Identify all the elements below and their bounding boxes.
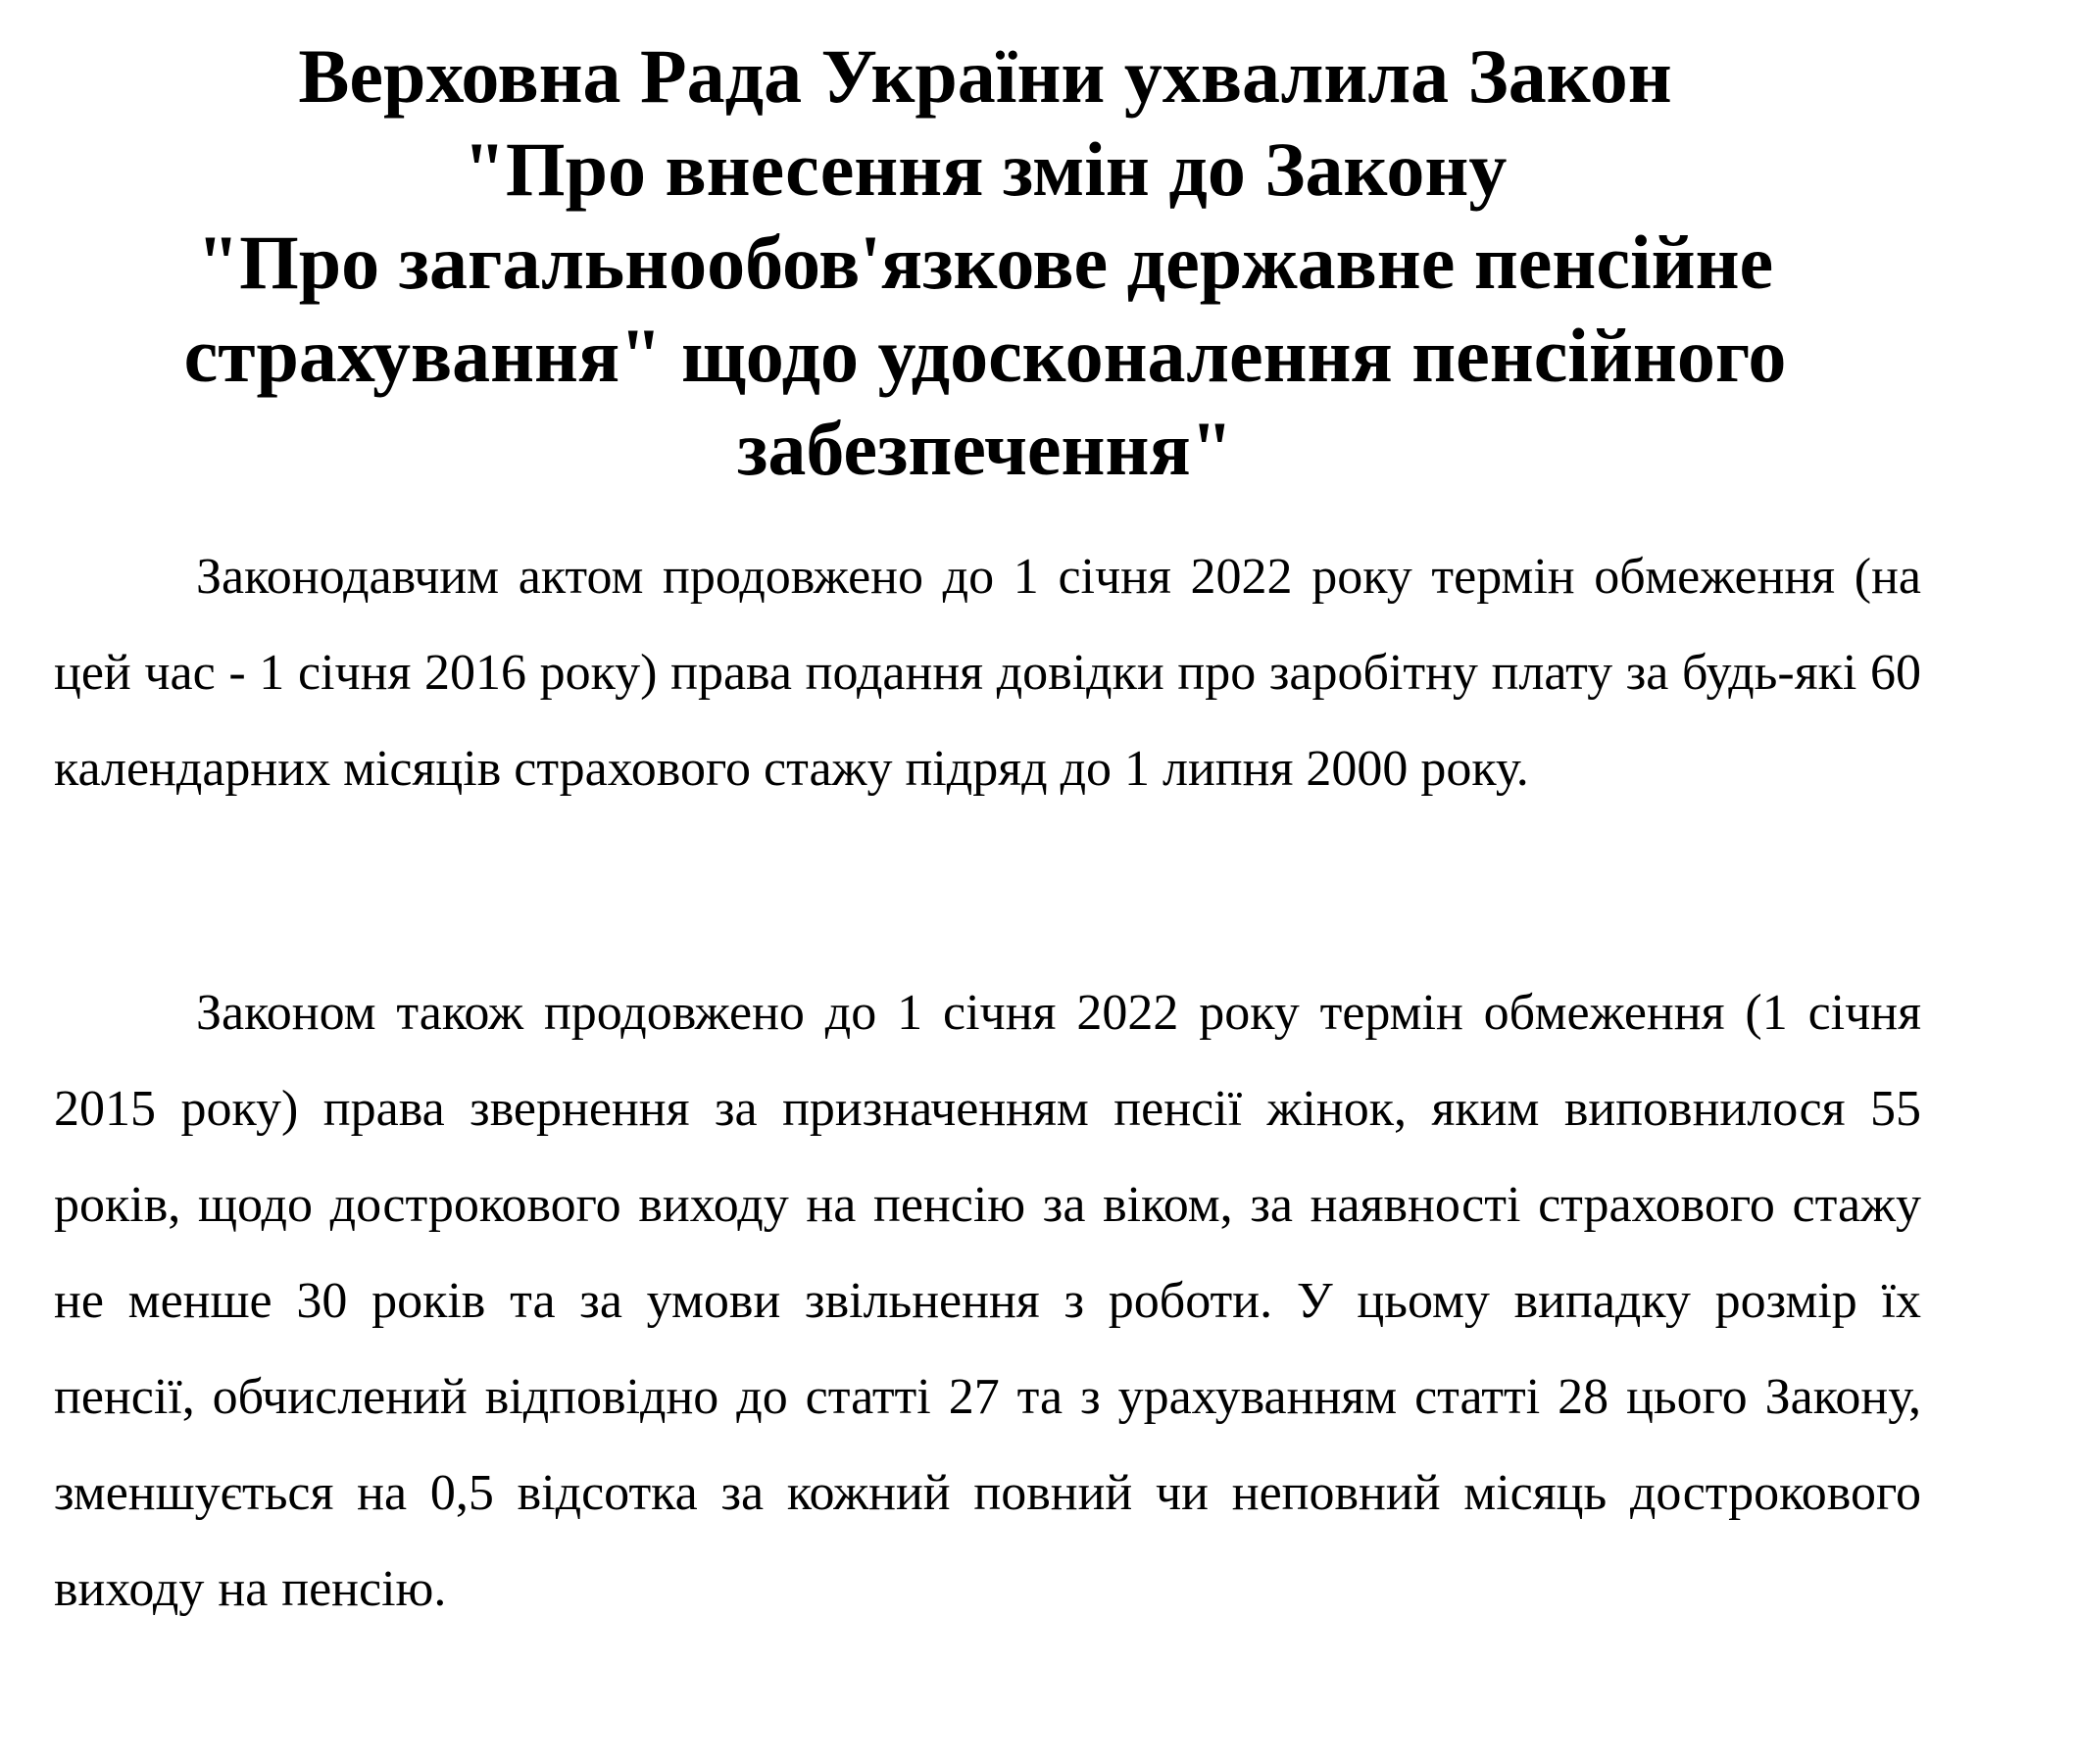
body-paragraph-1: Законодавчим актом продовжено до 1 січня 2022 року термін обмеження (на цей час - 1 січня 2016 року) права подання довідки про заробітну плату за будь-які 60 календарних місяців страхового стажу підряд до 1 липня 2000 року. xyxy=(54,549,1921,797)
title-line: забезпечення" xyxy=(737,406,1233,491)
title-line: страхування" щодо удосконалення пенсійного xyxy=(183,313,1787,398)
title-line: "Про загальнообов'язкове державне пенсійне xyxy=(196,220,1774,305)
title-line: "Про внесення змін до Закону xyxy=(463,126,1508,212)
title-line: Верховна Рада України ухвалила Закон xyxy=(298,33,1672,119)
body-paragraph-2: Законом також продовжено до 1 січня 2022 року термін обмеження (1 січня 2015 року) права звернення за призначенням пенсії жінок, яким виповнилося 55 років, щодо дострокового виходу на пенсію за віком, за наявності страхового стажу не менше 30 років та за умови звільнення з роботи. У цьому випадку розмір їх пенсії, обчислений відповідно до статті 27 та з урахуванням статті 28 цього Закону, зменшується на 0,5 відсотка за кожний повний чи неповний місяць дострокового виходу на пенсію. xyxy=(54,985,1921,1617)
document-title xyxy=(0,29,1970,495)
